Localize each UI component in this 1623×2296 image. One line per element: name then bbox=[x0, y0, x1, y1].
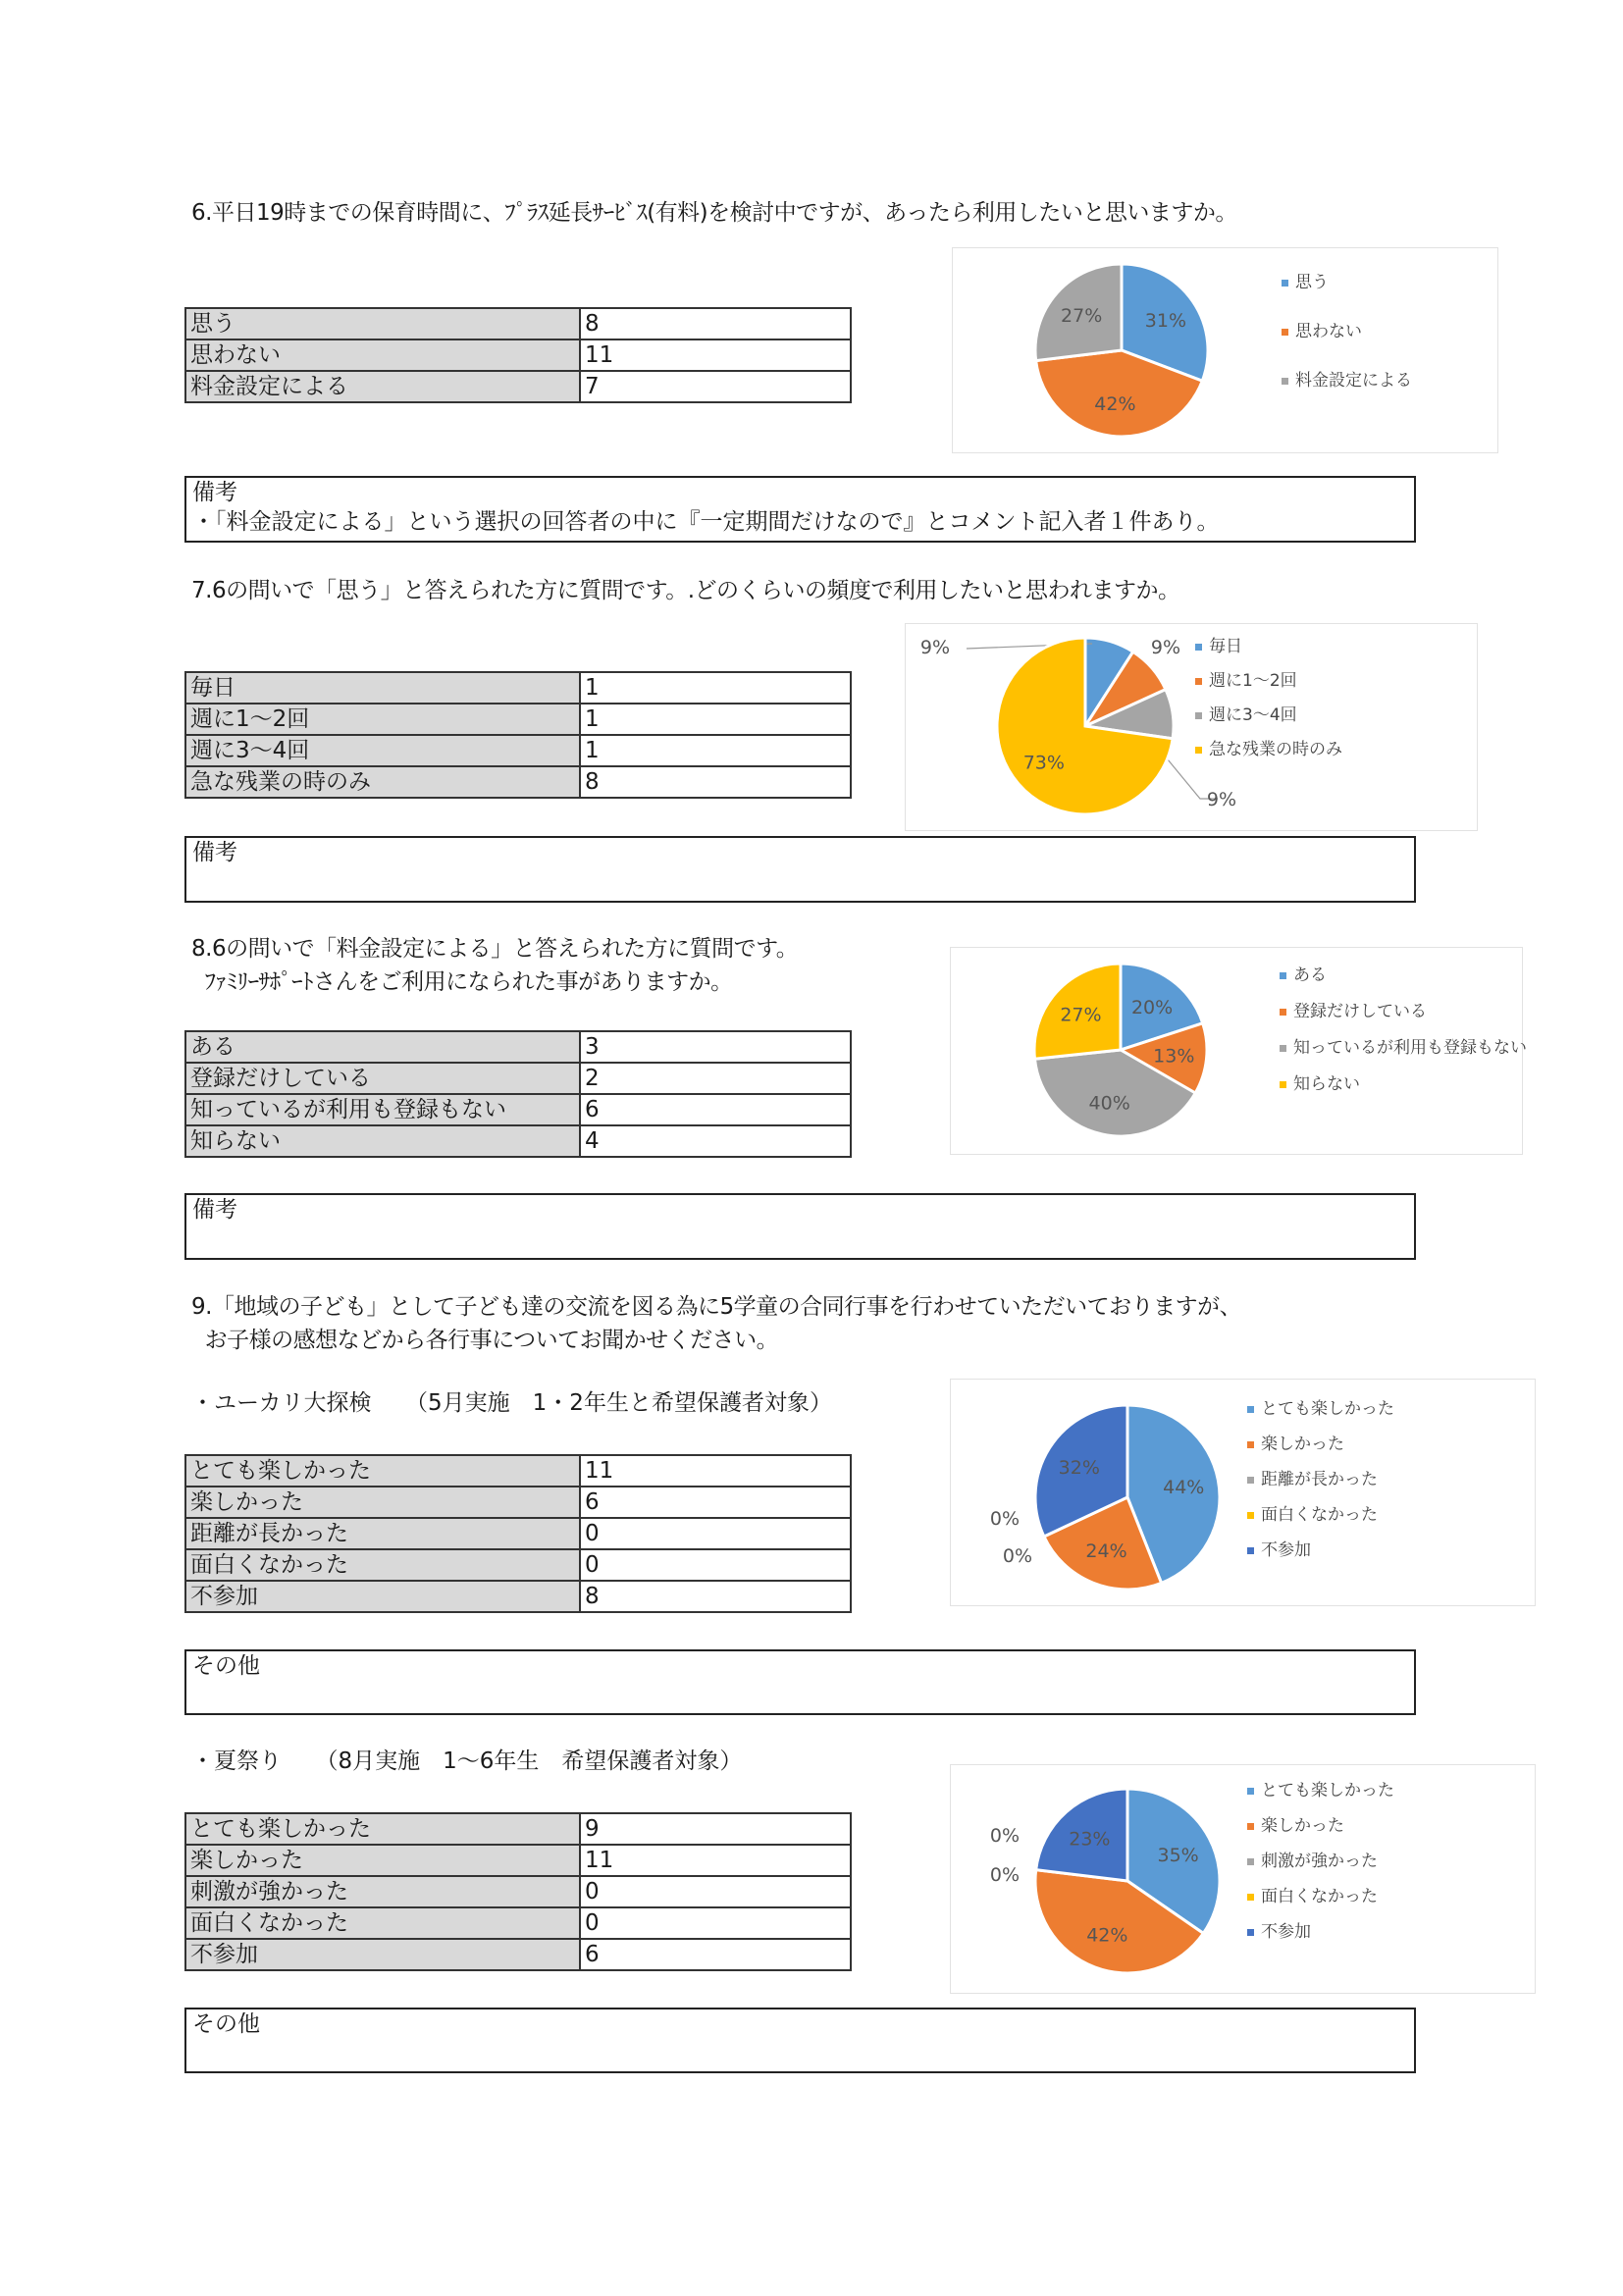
table-row bbox=[185, 1487, 851, 1518]
legend-swatch-icon bbox=[1247, 1894, 1254, 1901]
legend-label: 週に3～4回 bbox=[1209, 705, 1297, 725]
q9-question-line2: お子様の感想などから各行事についてお聞かせください。 bbox=[191, 1328, 779, 1353]
table-row bbox=[185, 672, 851, 704]
row-label: 思わない bbox=[185, 339, 580, 371]
row-label: 距離が長かった bbox=[185, 1518, 580, 1549]
row-value: 1 bbox=[580, 735, 851, 766]
legend-item bbox=[1247, 1462, 1394, 1497]
row-value: 2 bbox=[580, 1063, 851, 1094]
legend-item bbox=[1280, 1030, 1527, 1067]
row-value: 0 bbox=[580, 1549, 851, 1581]
pie-data-label: 0% bbox=[1002, 1545, 1033, 1567]
row-label: 知らない bbox=[185, 1125, 580, 1157]
row-value: 1 bbox=[580, 672, 851, 704]
pie-data-label: 27% bbox=[1060, 1004, 1102, 1026]
legend-swatch-icon bbox=[1247, 1477, 1254, 1484]
chart-legend bbox=[1280, 958, 1527, 1103]
legend-item bbox=[1282, 356, 1412, 405]
table-row bbox=[185, 1845, 851, 1876]
row-value: 11 bbox=[580, 339, 851, 371]
legend-label: とても楽しかった bbox=[1261, 1781, 1394, 1800]
legend-item bbox=[1282, 258, 1412, 307]
legend-item bbox=[1280, 1067, 1527, 1103]
row-label: 毎日 bbox=[185, 672, 580, 704]
event2-title: ・夏祭り （8月実施 1～6年生 希望保護者対象） bbox=[191, 1748, 743, 1774]
legend-item bbox=[1195, 630, 1342, 664]
q7-table bbox=[184, 671, 852, 799]
legend-item bbox=[1247, 1773, 1394, 1808]
pie-data-label: 9% bbox=[919, 637, 951, 658]
legend-item bbox=[1247, 1533, 1394, 1568]
pie-data-label: 0% bbox=[989, 1508, 1021, 1530]
pie-data-label: 42% bbox=[1086, 1924, 1128, 1947]
table-row bbox=[185, 1813, 851, 1845]
row-label: 不参加 bbox=[185, 1939, 580, 1970]
row-label: とても楽しかった bbox=[185, 1455, 580, 1487]
legend-item bbox=[1195, 664, 1342, 699]
pie-data-label: 42% bbox=[1094, 393, 1136, 416]
pie-data-label: 44% bbox=[1163, 1477, 1205, 1499]
pie-data-label: 27% bbox=[1061, 304, 1103, 327]
legend-swatch-icon bbox=[1280, 1045, 1286, 1052]
note-title: その他 bbox=[192, 1653, 260, 1679]
table-row bbox=[185, 339, 851, 371]
legend-item bbox=[1247, 1391, 1394, 1427]
legend-label: 刺激が強かった bbox=[1261, 1852, 1378, 1871]
row-value: 3 bbox=[580, 1031, 851, 1063]
legend-swatch-icon bbox=[1247, 1929, 1254, 1936]
legend-swatch-icon bbox=[1195, 678, 1202, 685]
event1-pie-chart bbox=[950, 1379, 1536, 1606]
event1-title: ・ユーカリ大探検 （5月実施 1・2年生と希望保護者対象） bbox=[191, 1390, 832, 1416]
legend-swatch-icon bbox=[1280, 972, 1286, 979]
row-value: 6 bbox=[580, 1939, 851, 1970]
q6-pie-chart bbox=[952, 247, 1498, 453]
row-label: 不参加 bbox=[185, 1581, 580, 1612]
legend-swatch-icon bbox=[1282, 329, 1288, 336]
pie-data-label: 9% bbox=[1206, 789, 1237, 810]
pie-data-label: 40% bbox=[1088, 1092, 1130, 1115]
row-value: 8 bbox=[580, 1581, 851, 1612]
q7-pie-chart bbox=[905, 623, 1478, 831]
legend-label: 不参加 bbox=[1261, 1540, 1311, 1560]
table-row bbox=[185, 1939, 851, 1970]
table-row bbox=[185, 704, 851, 735]
q7-note-box bbox=[184, 836, 1416, 903]
table-row bbox=[185, 1518, 851, 1549]
legend-item bbox=[1195, 699, 1342, 733]
row-label: 楽しかった bbox=[185, 1845, 580, 1876]
row-label: 面白くなかった bbox=[185, 1907, 580, 1939]
legend-label: 不参加 bbox=[1261, 1922, 1311, 1942]
legend-swatch-icon bbox=[1247, 1512, 1254, 1519]
q9-question-line1: 9.「地域の子ども」として子ども達の交流を図る為に5学童の合同行事を行わせていただいておりますが、 bbox=[191, 1294, 1242, 1320]
row-value: 0 bbox=[580, 1907, 851, 1939]
row-label: 登録だけしている bbox=[185, 1063, 580, 1094]
legend-label: 思わない bbox=[1295, 322, 1362, 341]
pie-data-label: 24% bbox=[1085, 1540, 1127, 1563]
legend-swatch-icon bbox=[1247, 1858, 1254, 1865]
row-label: 急な残業の時のみ bbox=[185, 766, 580, 798]
chart-legend bbox=[1247, 1391, 1394, 1568]
legend-label: 急な残業の時のみ bbox=[1209, 740, 1342, 759]
pie-data-label: 9% bbox=[1150, 637, 1181, 658]
row-label: 楽しかった bbox=[185, 1487, 580, 1518]
legend-label: ある bbox=[1293, 965, 1327, 985]
row-label: 週に3～4回 bbox=[185, 735, 580, 766]
row-label: 知っているが利用も登録もない bbox=[185, 1094, 580, 1125]
row-value: 11 bbox=[580, 1455, 851, 1487]
row-value: 6 bbox=[580, 1487, 851, 1518]
table-row bbox=[185, 1125, 851, 1157]
legend-label: 毎日 bbox=[1209, 637, 1242, 656]
legend-label: とても楽しかった bbox=[1261, 1399, 1394, 1419]
q8-pie-chart bbox=[950, 947, 1527, 1155]
table-row bbox=[185, 1094, 851, 1125]
note-title: 備考 bbox=[192, 480, 237, 505]
row-label: 刺激が強かった bbox=[185, 1876, 580, 1907]
legend-label: 楽しかった bbox=[1261, 1435, 1344, 1454]
table-row bbox=[185, 371, 851, 402]
table-row bbox=[185, 1876, 851, 1907]
pie-svg bbox=[951, 1765, 1535, 1993]
q8-table bbox=[184, 1030, 852, 1158]
legend-label: 料金設定による bbox=[1295, 371, 1412, 391]
table-row bbox=[185, 1455, 851, 1487]
pie-svg bbox=[906, 624, 1477, 830]
legend-label: 距離が長かった bbox=[1261, 1470, 1378, 1489]
row-label: とても楽しかった bbox=[185, 1813, 580, 1845]
row-label: 料金設定による bbox=[185, 371, 580, 402]
note-title: 備考 bbox=[192, 1197, 237, 1223]
chart-legend bbox=[1282, 258, 1412, 405]
table-row bbox=[185, 1063, 851, 1094]
legend-label: 知らない bbox=[1293, 1074, 1360, 1094]
legend-item bbox=[1280, 958, 1527, 994]
row-value: 11 bbox=[580, 1845, 851, 1876]
legend-item bbox=[1282, 307, 1412, 356]
legend-swatch-icon bbox=[1280, 1009, 1286, 1016]
chart-legend bbox=[1195, 630, 1342, 767]
note-title: 備考 bbox=[192, 840, 237, 865]
note-text: ・「料金設定による」という選択の回答者の中に『一定期間だけなので』とコメント記入者１件あり。 bbox=[192, 509, 1220, 535]
legend-swatch-icon bbox=[1282, 280, 1288, 287]
table-row bbox=[185, 766, 851, 798]
row-label: 面白くなかった bbox=[185, 1549, 580, 1581]
q8-question-line2: ﾌｧﾐﾘｰｻﾎﾟｰﾄさんをご利用になられた事がありますか。 bbox=[191, 969, 733, 995]
q7-question: 7.6の問いで「思う」と答えられた方に質問です。.どのくらいの頻度で利用したいと思われますか。 bbox=[191, 578, 1180, 603]
row-value: 0 bbox=[580, 1876, 851, 1907]
legend-swatch-icon bbox=[1280, 1081, 1286, 1088]
legend-label: 楽しかった bbox=[1261, 1816, 1344, 1836]
row-value: 6 bbox=[580, 1094, 851, 1125]
table-row bbox=[185, 308, 851, 339]
row-label: 思う bbox=[185, 308, 580, 339]
row-value: 8 bbox=[580, 766, 851, 798]
note-title: その他 bbox=[192, 2011, 260, 2037]
legend-swatch-icon bbox=[1195, 747, 1202, 754]
table-row bbox=[185, 735, 851, 766]
pie-data-label: 20% bbox=[1130, 996, 1174, 1018]
q6-table bbox=[184, 307, 852, 403]
row-label: ある bbox=[185, 1031, 580, 1063]
row-value: 4 bbox=[580, 1125, 851, 1157]
legend-item bbox=[1247, 1808, 1394, 1844]
legend-swatch-icon bbox=[1247, 1547, 1254, 1554]
legend-item bbox=[1247, 1427, 1394, 1462]
table-row bbox=[185, 1581, 851, 1612]
pie-data-label: 32% bbox=[1058, 1456, 1100, 1479]
table-row bbox=[185, 1549, 851, 1581]
pie-data-label: 0% bbox=[989, 1825, 1021, 1847]
event1-note-box bbox=[184, 1649, 1416, 1715]
event2-note-box bbox=[184, 2008, 1416, 2073]
event1-table bbox=[184, 1454, 852, 1613]
row-value: 9 bbox=[580, 1813, 851, 1845]
event2-table bbox=[184, 1812, 852, 1971]
legend-swatch-icon bbox=[1195, 644, 1202, 651]
row-label: 週に1～2回 bbox=[185, 704, 580, 735]
legend-swatch-icon bbox=[1247, 1823, 1254, 1830]
pie-data-label: 31% bbox=[1144, 310, 1187, 333]
chart-legend bbox=[1247, 1773, 1394, 1950]
pie-data-label: 23% bbox=[1069, 1828, 1111, 1851]
q6-note-box bbox=[184, 476, 1416, 543]
pie-svg bbox=[951, 1380, 1535, 1605]
legend-swatch-icon bbox=[1282, 378, 1288, 385]
q8-question-line1: 8.6の問いで「料金設定による」と答えられた方に質問です。 bbox=[191, 936, 799, 962]
pie-data-label: 73% bbox=[1022, 752, 1065, 774]
legend-swatch-icon bbox=[1247, 1441, 1254, 1448]
pie-data-label: 35% bbox=[1157, 1844, 1199, 1866]
legend-item bbox=[1247, 1844, 1394, 1879]
legend-swatch-icon bbox=[1247, 1406, 1254, 1413]
legend-label: 週に1～2回 bbox=[1209, 671, 1297, 691]
row-value: 0 bbox=[580, 1518, 851, 1549]
row-value: 1 bbox=[580, 704, 851, 735]
legend-label: 登録だけしている bbox=[1293, 1002, 1427, 1021]
legend-item bbox=[1247, 1879, 1394, 1914]
table-row bbox=[185, 1031, 851, 1063]
pie-data-label: 13% bbox=[1153, 1045, 1195, 1068]
q6-question: 6.平日19時までの保育時間に、ﾌﾟﾗｽ延長ｻｰﾋﾞｽ(有料)を検討中ですが、あったら利用したいと思いますか。 bbox=[191, 200, 1237, 226]
legend-swatch-icon bbox=[1247, 1788, 1254, 1795]
event2-pie-chart bbox=[950, 1764, 1536, 1994]
row-value: 8 bbox=[580, 308, 851, 339]
q8-note-box bbox=[184, 1193, 1416, 1260]
legend-label: 面白くなかった bbox=[1261, 1887, 1378, 1906]
row-value: 7 bbox=[580, 371, 851, 402]
legend-item bbox=[1247, 1497, 1394, 1533]
legend-label: 面白くなかった bbox=[1261, 1505, 1378, 1525]
pie-svg bbox=[953, 248, 1497, 452]
legend-label: 知っているが利用も登録もない bbox=[1293, 1038, 1527, 1058]
legend-item bbox=[1195, 733, 1342, 767]
legend-swatch-icon bbox=[1195, 712, 1202, 719]
legend-item bbox=[1247, 1914, 1394, 1950]
legend-label: 思う bbox=[1295, 273, 1329, 292]
pie-data-label: 0% bbox=[989, 1864, 1021, 1886]
legend-item bbox=[1280, 994, 1527, 1030]
table-row bbox=[185, 1907, 851, 1939]
